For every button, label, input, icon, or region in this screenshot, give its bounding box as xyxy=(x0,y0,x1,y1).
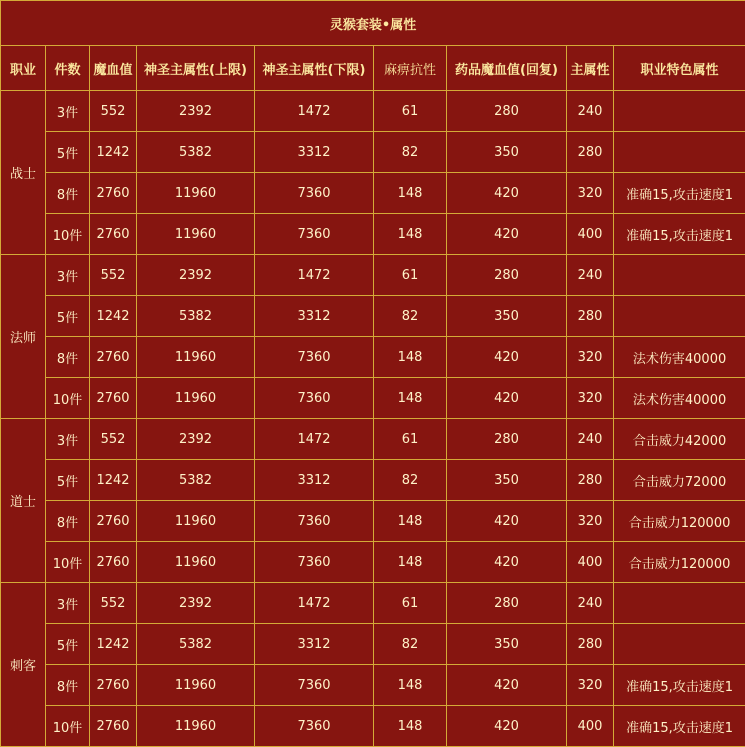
cell-magic-blood: 1242 xyxy=(90,624,137,665)
header-row xyxy=(1,46,745,91)
job-cell: 刺客 xyxy=(1,583,46,747)
cell-paralysis-resist: 61 xyxy=(374,255,447,296)
cell-potion-recovery: 280 xyxy=(447,255,567,296)
table-row xyxy=(1,665,745,706)
cell-pieces: 5件 xyxy=(46,132,90,173)
cell-potion-recovery: 420 xyxy=(447,173,567,214)
cell-holy-main-upper: 2392 xyxy=(137,91,255,132)
cell-holy-main-lower: 1472 xyxy=(255,583,374,624)
cell-paralysis-resist: 148 xyxy=(374,501,447,542)
cell-main-attribute: 320 xyxy=(567,665,614,706)
cell-magic-blood: 552 xyxy=(90,583,137,624)
cell-holy-main-lower: 7360 xyxy=(255,214,374,255)
cell-paralysis-resist: 82 xyxy=(374,460,447,501)
cell-job-special xyxy=(614,91,745,132)
header-paralysis-resist: 麻痹抗性 xyxy=(374,46,447,91)
cell-paralysis-resist: 82 xyxy=(374,132,447,173)
cell-potion-recovery: 420 xyxy=(447,706,567,747)
cell-magic-blood: 2760 xyxy=(90,706,137,747)
cell-paralysis-resist: 148 xyxy=(374,706,447,747)
cell-potion-recovery: 420 xyxy=(447,501,567,542)
table-row xyxy=(1,214,745,255)
cell-pieces: 10件 xyxy=(46,706,90,747)
cell-job-special xyxy=(614,255,745,296)
header-pieces: 件数 xyxy=(46,46,90,91)
header-main-attribute: 主属性 xyxy=(567,46,614,91)
cell-holy-main-upper: 11960 xyxy=(137,214,255,255)
cell-paralysis-resist: 148 xyxy=(374,173,447,214)
header-magic-blood: 魔血值 xyxy=(90,46,137,91)
cell-holy-main-upper: 11960 xyxy=(137,542,255,583)
table-row xyxy=(1,378,745,419)
cell-magic-blood: 552 xyxy=(90,255,137,296)
cell-holy-main-upper: 5382 xyxy=(137,296,255,337)
cell-main-attribute: 320 xyxy=(567,337,614,378)
cell-main-attribute: 240 xyxy=(567,419,614,460)
cell-magic-blood: 2760 xyxy=(90,173,137,214)
cell-paralysis-resist: 61 xyxy=(374,91,447,132)
cell-main-attribute: 280 xyxy=(567,460,614,501)
cell-pieces: 5件 xyxy=(46,624,90,665)
cell-job-special xyxy=(614,296,745,337)
cell-holy-main-upper: 5382 xyxy=(137,460,255,501)
cell-main-attribute: 320 xyxy=(567,173,614,214)
cell-pieces: 5件 xyxy=(46,296,90,337)
cell-holy-main-lower: 7360 xyxy=(255,173,374,214)
cell-paralysis-resist: 148 xyxy=(374,337,447,378)
cell-main-attribute: 240 xyxy=(567,255,614,296)
cell-pieces: 3件 xyxy=(46,91,90,132)
cell-pieces: 10件 xyxy=(46,378,90,419)
cell-holy-main-upper: 2392 xyxy=(137,419,255,460)
cell-main-attribute: 320 xyxy=(567,378,614,419)
table-row xyxy=(1,583,745,624)
cell-potion-recovery: 350 xyxy=(447,132,567,173)
cell-paralysis-resist: 148 xyxy=(374,378,447,419)
cell-main-attribute: 280 xyxy=(567,624,614,665)
cell-job-special: 准确15,攻击速度1 xyxy=(614,706,745,747)
cell-pieces: 8件 xyxy=(46,665,90,706)
cell-job-special: 准确15,攻击速度1 xyxy=(614,173,745,214)
cell-main-attribute: 400 xyxy=(567,706,614,747)
cell-pieces: 3件 xyxy=(46,255,90,296)
cell-holy-main-lower: 1472 xyxy=(255,91,374,132)
table-row xyxy=(1,542,745,583)
cell-job-special xyxy=(614,583,745,624)
table-row xyxy=(1,706,745,747)
cell-potion-recovery: 280 xyxy=(447,91,567,132)
cell-holy-main-lower: 7360 xyxy=(255,665,374,706)
cell-main-attribute: 400 xyxy=(567,214,614,255)
cell-job-special: 合击威力120000 xyxy=(614,542,745,583)
cell-potion-recovery: 420 xyxy=(447,542,567,583)
cell-job-special: 准确15,攻击速度1 xyxy=(614,214,745,255)
cell-holy-main-upper: 11960 xyxy=(137,173,255,214)
header-holy-main-lower: 神圣主属性(下限) xyxy=(255,46,374,91)
cell-paralysis-resist: 61 xyxy=(374,583,447,624)
header-job-special: 职业特色属性 xyxy=(614,46,745,91)
cell-pieces: 8件 xyxy=(46,501,90,542)
cell-magic-blood: 2760 xyxy=(90,501,137,542)
cell-holy-main-upper: 11960 xyxy=(137,665,255,706)
cell-paralysis-resist: 82 xyxy=(374,296,447,337)
job-cell: 道士 xyxy=(1,419,46,583)
header-job: 职业 xyxy=(1,46,46,91)
cell-potion-recovery: 420 xyxy=(447,665,567,706)
cell-potion-recovery: 350 xyxy=(447,296,567,337)
cell-holy-main-lower: 3312 xyxy=(255,132,374,173)
cell-job-special: 合击威力120000 xyxy=(614,501,745,542)
table-title: 灵猴套装•属性 xyxy=(1,1,745,46)
cell-potion-recovery: 420 xyxy=(447,214,567,255)
header-holy-main-upper: 神圣主属性(上限) xyxy=(137,46,255,91)
cell-holy-main-lower: 7360 xyxy=(255,501,374,542)
cell-paralysis-resist: 82 xyxy=(374,624,447,665)
cell-paralysis-resist: 148 xyxy=(374,665,447,706)
table-row xyxy=(1,132,745,173)
table-row xyxy=(1,255,745,296)
table-row xyxy=(1,173,745,214)
cell-holy-main-upper: 2392 xyxy=(137,255,255,296)
job-cell: 战士 xyxy=(1,91,46,255)
cell-pieces: 3件 xyxy=(46,583,90,624)
cell-main-attribute: 280 xyxy=(567,132,614,173)
cell-holy-main-lower: 3312 xyxy=(255,624,374,665)
cell-paralysis-resist: 148 xyxy=(374,214,447,255)
cell-main-attribute: 240 xyxy=(567,583,614,624)
cell-potion-recovery: 280 xyxy=(447,419,567,460)
cell-pieces: 8件 xyxy=(46,337,90,378)
table-row xyxy=(1,419,745,460)
cell-job-special: 法术伤害40000 xyxy=(614,337,745,378)
cell-job-special xyxy=(614,132,745,173)
cell-holy-main-lower: 1472 xyxy=(255,419,374,460)
cell-pieces: 8件 xyxy=(46,173,90,214)
header-potion-recovery: 药品魔血值(回复) xyxy=(447,46,567,91)
cell-magic-blood: 2760 xyxy=(90,378,137,419)
cell-potion-recovery: 420 xyxy=(447,337,567,378)
cell-holy-main-upper: 11960 xyxy=(137,501,255,542)
cell-magic-blood: 552 xyxy=(90,419,137,460)
cell-paralysis-resist: 61 xyxy=(374,419,447,460)
cell-job-special: 合击威力72000 xyxy=(614,460,745,501)
cell-holy-main-lower: 7360 xyxy=(255,337,374,378)
cell-pieces: 3件 xyxy=(46,419,90,460)
cell-holy-main-upper: 2392 xyxy=(137,583,255,624)
cell-holy-main-lower: 3312 xyxy=(255,296,374,337)
cell-potion-recovery: 280 xyxy=(447,583,567,624)
cell-magic-blood: 1242 xyxy=(90,132,137,173)
table-row xyxy=(1,624,745,665)
cell-holy-main-upper: 5382 xyxy=(137,132,255,173)
cell-magic-blood: 552 xyxy=(90,91,137,132)
cell-holy-main-upper: 11960 xyxy=(137,706,255,747)
cell-main-attribute: 320 xyxy=(567,501,614,542)
cell-magic-blood: 2760 xyxy=(90,337,137,378)
cell-holy-main-lower: 7360 xyxy=(255,542,374,583)
cell-potion-recovery: 350 xyxy=(447,460,567,501)
cell-pieces: 10件 xyxy=(46,214,90,255)
cell-magic-blood: 1242 xyxy=(90,460,137,501)
cell-holy-main-lower: 1472 xyxy=(255,255,374,296)
cell-magic-blood: 2760 xyxy=(90,665,137,706)
cell-pieces: 10件 xyxy=(46,542,90,583)
cell-main-attribute: 400 xyxy=(567,542,614,583)
table-row xyxy=(1,337,745,378)
cell-holy-main-lower: 7360 xyxy=(255,706,374,747)
cell-main-attribute: 280 xyxy=(567,296,614,337)
cell-job-special: 合击威力42000 xyxy=(614,419,745,460)
cell-holy-main-upper: 5382 xyxy=(137,624,255,665)
table-row xyxy=(1,296,745,337)
cell-job-special: 准确15,攻击速度1 xyxy=(614,665,745,706)
cell-magic-blood: 2760 xyxy=(90,542,137,583)
cell-main-attribute: 240 xyxy=(567,91,614,132)
table-row xyxy=(1,501,745,542)
cell-pieces: 5件 xyxy=(46,460,90,501)
cell-magic-blood: 1242 xyxy=(90,296,137,337)
cell-job-special xyxy=(614,624,745,665)
cell-potion-recovery: 350 xyxy=(447,624,567,665)
table-row xyxy=(1,91,745,132)
cell-holy-main-lower: 3312 xyxy=(255,460,374,501)
cell-job-special: 法术伤害40000 xyxy=(614,378,745,419)
job-cell: 法师 xyxy=(1,255,46,419)
cell-potion-recovery: 420 xyxy=(447,378,567,419)
cell-magic-blood: 2760 xyxy=(90,214,137,255)
cell-holy-main-upper: 11960 xyxy=(137,378,255,419)
table-row xyxy=(1,460,745,501)
cell-holy-main-upper: 11960 xyxy=(137,337,255,378)
cell-holy-main-lower: 7360 xyxy=(255,378,374,419)
cell-paralysis-resist: 148 xyxy=(374,542,447,583)
